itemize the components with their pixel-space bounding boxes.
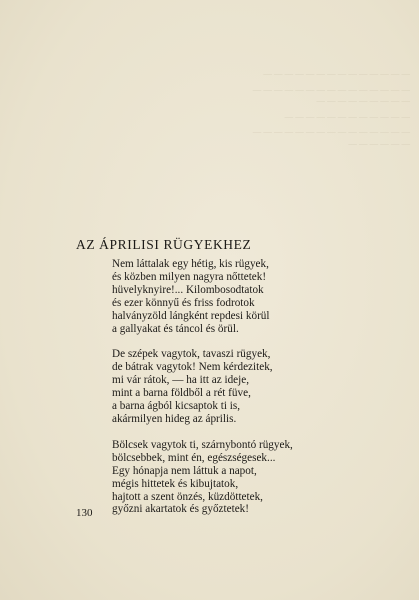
stanza-1 xyxy=(112,258,372,335)
stanza-3 xyxy=(112,439,372,516)
poem-line: de bátrak vagytok! Nem kérdezitek, xyxy=(112,361,273,374)
poem-line: mégis hittetek és kibujtatok, xyxy=(112,477,239,490)
poem-line: Nem láttalak egy hétig, kis rügyek, xyxy=(112,258,269,270)
poem-line: Egy hónapja nem láttuk a napot, xyxy=(112,464,257,477)
poem-line: és közben milyen nagyra nőttetek! xyxy=(112,270,267,283)
page-number: 130 xyxy=(76,507,93,519)
stanza-2 xyxy=(112,348,372,425)
poem-line: a barna ágból kicsaptok ti is, xyxy=(112,400,241,413)
poem-line: De szépek vagytok, tavaszi rügyek, xyxy=(112,348,271,361)
poem-line: akármilyen hideg az április. xyxy=(112,412,237,425)
poem-body xyxy=(112,258,372,529)
poem-line: mint a barna földből a rét füve, xyxy=(112,387,251,400)
poem-line: Bölcsek vagytok ti, szárnybontó rügyek, xyxy=(112,438,293,451)
poem-title: AZ ÁPRILISI RÜGYEKHEZ xyxy=(76,237,252,252)
poem-line: mi vár rátok, — ha itt az ideje, xyxy=(112,374,249,387)
bleed-through-text: — — — — — — — — — — — — — — — — — — — — — — — — — — — — — — — — — — — — — — — — — — — — — — — — — — — — — — — — — — — — — — — — — — — — — — — xyxy=(252,68,410,148)
poem-line: és ezer könnyű és friss fodrotok xyxy=(112,296,255,309)
poem-line: hajtott a szent önzés, küzdöttetek, xyxy=(112,490,263,503)
poem-line: bölcsebbek, mint én, egészségesek... xyxy=(112,451,276,464)
poem-line: a gallyakat és táncol és örül. xyxy=(112,322,239,335)
poem-line: hüvelyknyire!... Kilombosodtatok xyxy=(112,283,264,296)
poem-line: halványzöld lángként repdesi körül xyxy=(112,309,270,322)
poem-line: győzni akartatok és győztetek! xyxy=(112,503,249,516)
